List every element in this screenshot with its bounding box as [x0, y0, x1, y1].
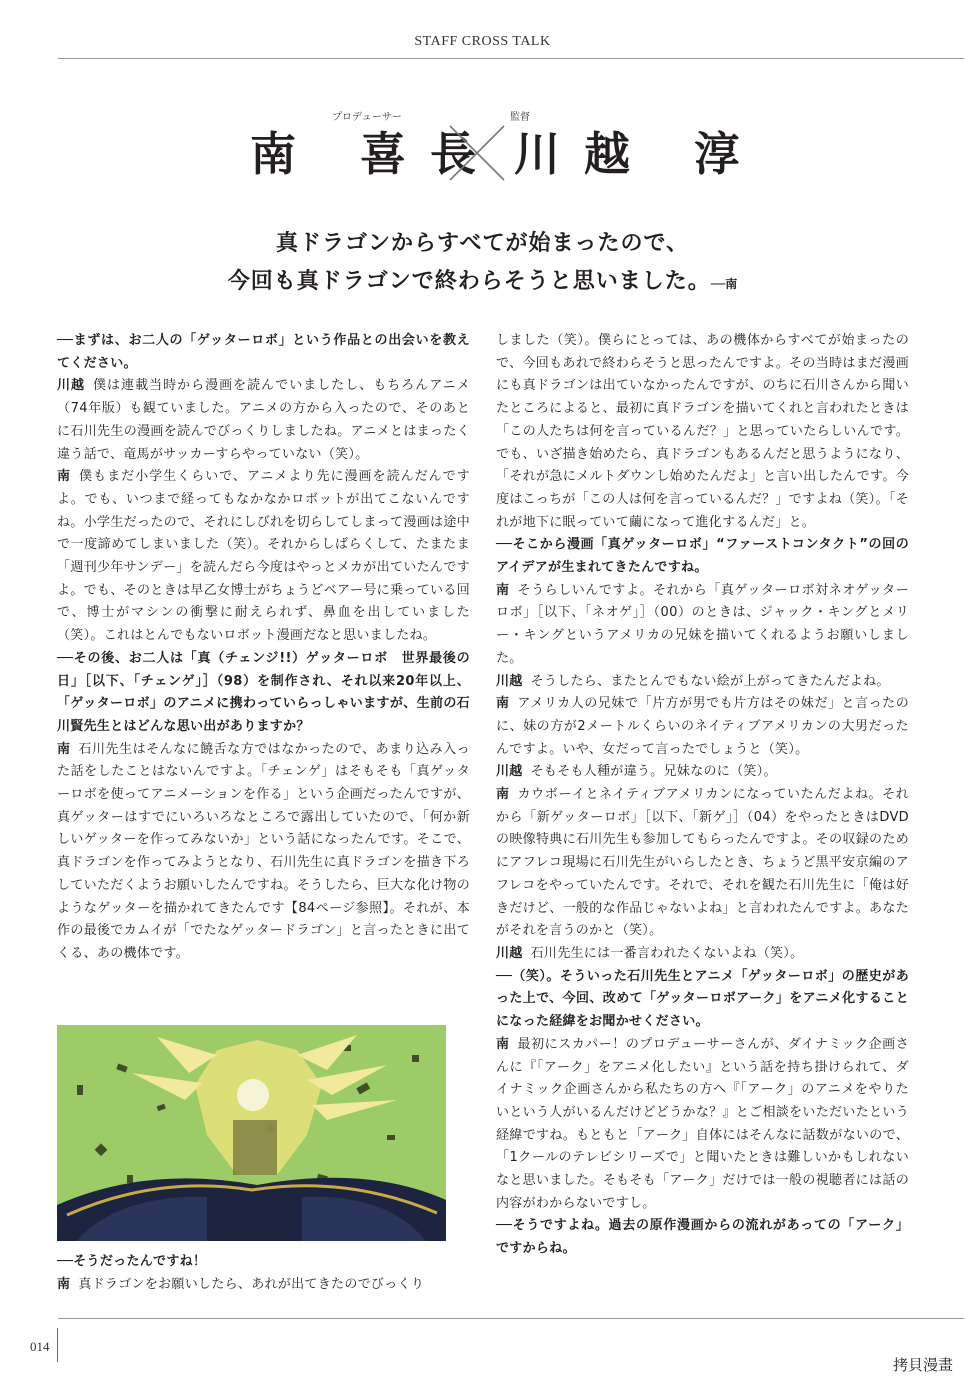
- interviewer-question: ──そうだったんですね！: [57, 1254, 207, 1269]
- speaker-name: 南: [496, 1036, 510, 1052]
- speaker-answer: [57, 739, 470, 966]
- continued-text: しました（笑）。僕らにとっては、あの機体からすべてが始まったので、今回もあれで終わらそうと思ったんですよ。その当時はまだ漫画にも真ドラゴンは出ていなかったんですが、のちに石川さんから聞いたところによると、最初に真ドラゴンを描いてくれと言われたときは「この人たちは何を言っているんだ？」と思っていたらしいんです。でも、いざ描き始めたら、真ドラゴンもあるんだと思うようになり、「それが急にメルトダウンし始めたんだよ」と言い出したんです。今度はこっちが「この人は何を言っているんだ？」ですよね（笑）。「それが地下に眠っていて繭になって進化するんだ」と。: [496, 333, 909, 530]
- interviewer-question: ──そこから漫画「真ゲッターロボ」“ファーストコンタクト”の回のアイデアが生まれてきたんですね。: [496, 537, 909, 576]
- speaker-name: 南: [57, 1276, 71, 1292]
- speaker-name: 川越: [496, 673, 523, 689]
- interviewer-question: ──その後、お二人は「真（チェンジ!!）ゲッターロボ 世界最後の日」［以下、「チェンゲ」］（98）を制作され、それ以来20年以上、「ゲッターロボ」のアニメに携わっていらっしゃいますが、生前の石川賢先生とはどんな思い出がありますか？: [57, 650, 470, 734]
- speaker-answer: [496, 1034, 909, 1216]
- director-role-ruby: 監督: [510, 112, 530, 123]
- lead-credit: ──南: [710, 277, 738, 291]
- lead-line-2: [0, 264, 965, 295]
- page-number: 014: [30, 1339, 50, 1354]
- speaker-answer: [496, 580, 909, 671]
- speaker-name: 南: [496, 787, 510, 803]
- interviewer-question: ──そうですよね。過去の原作漫画からの流れがあっての「アーク」ですからね。: [496, 1218, 909, 1257]
- answer-text: 石川先生には一番言われたくないよね（笑）。: [530, 945, 804, 961]
- interview-column-right: [496, 330, 909, 1261]
- speaker-answer: [496, 784, 909, 943]
- producer-name: 南 喜長: [250, 127, 501, 181]
- answer-text: そうしたら、またとんでもない絵が上がってきたんだよね。: [530, 673, 890, 689]
- speaker-name: 南: [496, 696, 510, 712]
- answer-text: アメリカ人の兄妹で「片方が男でも片方はその妹だ」と言ったのに、妹の方が2メートルくらいのネイティブアメリカンの大男だったんですよ。いや、女だって言ったでしょうと（笑）。: [496, 696, 909, 757]
- footer-rule: [58, 1318, 964, 1319]
- producer-role-ruby: プロデューサー: [332, 112, 402, 123]
- answer-text: そうらしいんですよ。それから「真ゲッターロボ対ネオゲッターロボ」［以下、「ネオゲ」］（00）のときは、ジャック・キングとメリー・キングというアメリカの兄妹を描いてくれるようお願いしました。: [496, 582, 909, 666]
- director-name: 川越 淳: [514, 127, 765, 181]
- speaker-answer: [57, 375, 470, 466]
- answer-text: 真ドラゴンをお願いしたら、あれが出てきたのでびっくり: [78, 1276, 425, 1292]
- answer-text: 僕もまだ小学生くらいで、アニメより先に漫画を読んだんですよ。でも、いつまで経ってもなかなかロボットが出てこないんですね。小学生だったので、それにしびれを切らしてしまって漫画は途中で一度諦めてしまいました（笑）。それからしばらくして、たまたま「週刊少年サンデー」を読んだら今度はやっとメカが出ていたんですよ。でも、そのときは早乙女博士がちょうどベアー号に乗っている回で、博士がマシンの衝撃に耐えられず、鼻血を出していました（笑）。これはとんでもないロボット漫画だなと思いましたね。: [57, 469, 470, 644]
- interviewer-question: ──まずは、お二人の「ゲッターロボ」という作品との出会いを教えてください。: [57, 333, 470, 371]
- watermark: 拷貝漫畫: [892, 1356, 953, 1374]
- answer-text: 最初にスカパー！のプロデューサーさんが、ダイナミック企画さんに『「アーク」をアニメ化したい』という話を持ち掛けられて、ダイナミック企画さんから私たちの方へ『「アーク」のアニメをやりたいという人がいるんだけどどうかな？』とご相談をいただいたという経緯ですね。もともと「アーク」自体にはそんなに話数がないので、「1クールのテレビシリーズで」と聞いたときは難しいかもしれないなと思いました。そもそも「アーク」だけでは一般の視聴者には話の内容がわからないですし。: [496, 1036, 909, 1211]
- interview-column-left-tail: [57, 1251, 470, 1296]
- folio-divider: [57, 1328, 58, 1362]
- speaker-answer: [57, 1274, 470, 1297]
- speaker-name: 南: [57, 469, 72, 485]
- speaker-answer: [496, 761, 909, 784]
- speaker-name: 川越: [496, 764, 523, 780]
- lead-line-1: 真ドラゴンからすべてが始まったので、: [275, 231, 690, 256]
- header-rule: [58, 58, 964, 59]
- answer-text: そもそも人種が違う。兄妹なのに（笑）。: [530, 764, 777, 780]
- section-header: STAFF CROSS TALK: [414, 34, 551, 49]
- speaker-answer: [496, 693, 909, 761]
- anime-still-image: [57, 1025, 446, 1241]
- speaker-name: 南: [57, 741, 71, 757]
- lead-line-2-text: 今回も真ドラゴンで終わらそうと思いました。: [227, 269, 711, 294]
- cross-mark-icon: [446, 122, 508, 184]
- interviewer-question: ──（笑）。そういった石川先生とアニメ「ゲッターロボ」の歴史があった上で、今回、改めて「ゲッターロボアーク」をアニメ化することになった経緯をお聞かせください。: [496, 968, 909, 1030]
- speaker-answer: [496, 943, 909, 966]
- speaker-name: 川越: [496, 945, 523, 961]
- speaker-answer: [496, 671, 909, 694]
- answer-text: 僕は連載当時から漫画を読んでいましたし、もちろんアニメ（74年版）も観ていました。アニメの方から入ったので、そのあとに石川先生の漫画を読んでびっくりしましたね。アニメとはまったく違う話で、竜馬がサッカーすらやっていない（笑）。: [57, 378, 470, 462]
- speaker-name: 南: [496, 582, 510, 598]
- speaker-answer: [57, 466, 470, 648]
- speaker-name: 川越: [57, 378, 86, 394]
- interview-column-left: [57, 330, 470, 966]
- answer-text: カウボーイとネイティブアメリカンになっていたんだよね。それから「新ゲッターロボ」［以下、「新ゲ」］（04）をやったときはDVDの映像特典に石川先生も参加してもらったんですよ。その収録のためにアフレコ現場に石川先生がいらしたとき、ちょうど黒平安京編のアフレコをやっていたんです。それで、それを観た石川先生に「俺は好きだけど、一般的な作品じゃないよね」と言われたんですよ。あなたがそれを言うのかと（笑）。: [496, 787, 909, 939]
- answer-text: 石川先生はそんなに饒舌な方ではなかったので、あまり込み入った話をしたことはないんですよ。「チェンゲ」はそもそも「真ゲッターロボを使ってアニメーションを作る」という企画だったんですが、真ゲッターはすでにいろいろなところで露出していたので、「何か新しいゲッターを作ってみないか」という話になったんです。そこで、真ドラゴンを作ってみようとなり、石川先生に真ドラゴンを描き下ろしていただくようお願いしたんですね。そうしたら、巨大な化け物のようなゲッターを描かれてきたんです【84ページ参照】。それが、本作の最後でカムイが「でたなゲッタードラゴン」と言ったときに出てくる、あの機体です。: [57, 741, 470, 961]
